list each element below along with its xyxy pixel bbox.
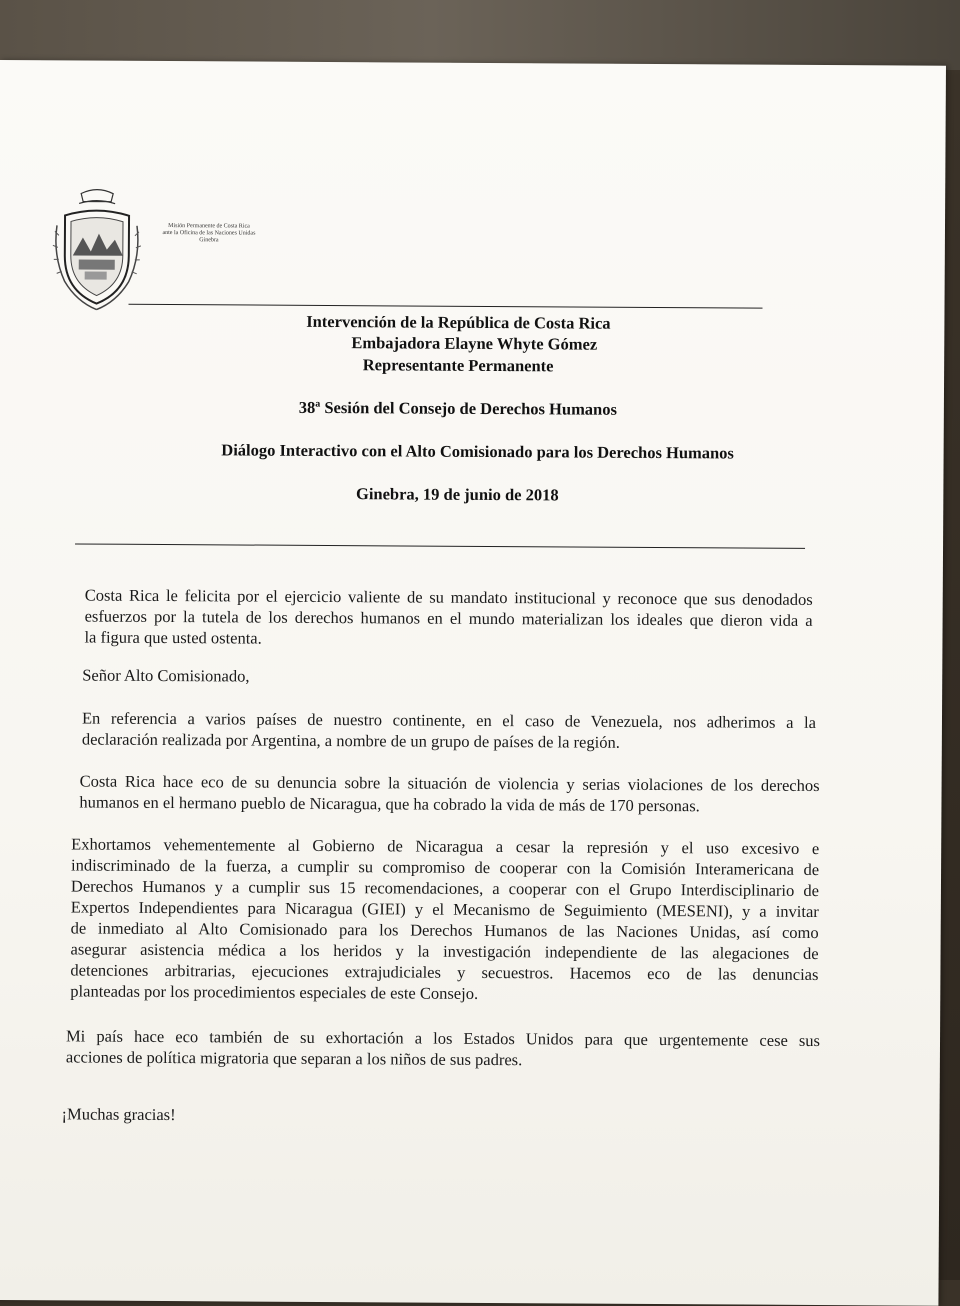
folder-cover — [0, 0, 960, 70]
mission-line: ante la Oficina de las Naciones Unidas — [162, 229, 256, 237]
heading-ambassador: Embajadora Elayne Whyte Gómez — [351, 333, 598, 354]
closing: ¡Muchas gracias! — [61, 1104, 176, 1125]
paragraph-exhortation-nicaragua — [70, 833, 819, 1006]
heading-dialogue: Diálogo Interactivo con el Alto Comisionado para los Derechos Humanos — [221, 440, 734, 463]
text-line: En referencia a varios países de nuestro continente, en el caso de Venezuela, nos adherimos a la — [81, 708, 817, 732]
document-page — [0, 60, 946, 1306]
text-line: Derechos Humanos y a cumplir sus 15 recomendaciones, a cooperar con el Grupo Interdisciplinario de — [70, 876, 819, 901]
paragraph-venezuela — [82, 708, 816, 754]
text-line: la figura que usted ostenta. — [84, 627, 262, 648]
text-line: de inmediato al Alto Comisionado para los Derechos Humanos de las Naciones Unidas, así como — [70, 918, 819, 943]
text-line: Mi país hace eco también de su exhortación a los Estados Unidos para que urgentemente cese sus — [65, 1026, 821, 1051]
mission-line: Ginebra — [199, 237, 219, 244]
heading-role: Representante Permanente — [362, 355, 554, 376]
mission-line: Misión Permanente de Costa Rica — [168, 223, 250, 230]
text-line: declaración realizada por Argentina, a nombre de un grupo de países de la región. — [81, 729, 620, 752]
heading-intervention: Intervención de la República de Costa Rica — [306, 311, 611, 333]
text-line: humanos en el hermano pueblo de Nicaragua, que ha cobrado la vida de más de 170 personas. — [79, 792, 700, 816]
salutation: Señor Alto Comisionado, — [82, 665, 250, 686]
header-bottom-rule — [75, 543, 805, 548]
heading-place-date: Ginebra, 19 de junio de 2018 — [355, 484, 559, 505]
text-line: acciones de política migratoria que separan a los niños de sus padres. — [65, 1047, 523, 1070]
text-line: detenciones arbitrarias, ejecuciones extrajudiciales y secuestros. Hacemos eco de las denuncias — [70, 960, 819, 985]
heading-session: 38ª Sesión del Consejo de Derechos Humanos — [298, 397, 618, 419]
paragraph-united-states — [66, 1025, 820, 1072]
text-line: Expertos Independientes para Nicaragua (GIEI) y el Mecanismo de Seguimiento (MESENI), y a invitar — [70, 897, 819, 922]
text-line: planteadas por los procedimientos especiales de este Consejo. — [70, 981, 479, 1003]
text-line: indiscriminado de la fuerza, a cumplir su compromiso de cooperar con la Comisión Interamericana de — [71, 855, 820, 880]
text-line: Costa Rica hace eco de su denuncia sobre la situación de violencia y serias violaciones de los derechos — [79, 771, 820, 796]
mission-caption — [149, 223, 269, 245]
header-top-rule — [129, 304, 763, 309]
paragraph-nicaragua-denunciation — [79, 770, 819, 817]
paragraph-congratulations — [84, 585, 812, 652]
text-line: esfuerzos por la tutela de los derechos humanos en el mundo materializan los ideales que dieron vida a — [84, 606, 813, 630]
text-line: asegurar asistencia médica a los heridos y la investigación independiente de las alegaciones de — [70, 939, 819, 964]
text-line: Costa Rica le felicita por el ejercicio valiente de su mandato institucional y reconoce que sus denodados — [84, 585, 813, 609]
text-line: Exhortamos vehementemente al Gobierno de Nicaragua a cesar la represión y el uso excesivo e — [71, 834, 820, 859]
